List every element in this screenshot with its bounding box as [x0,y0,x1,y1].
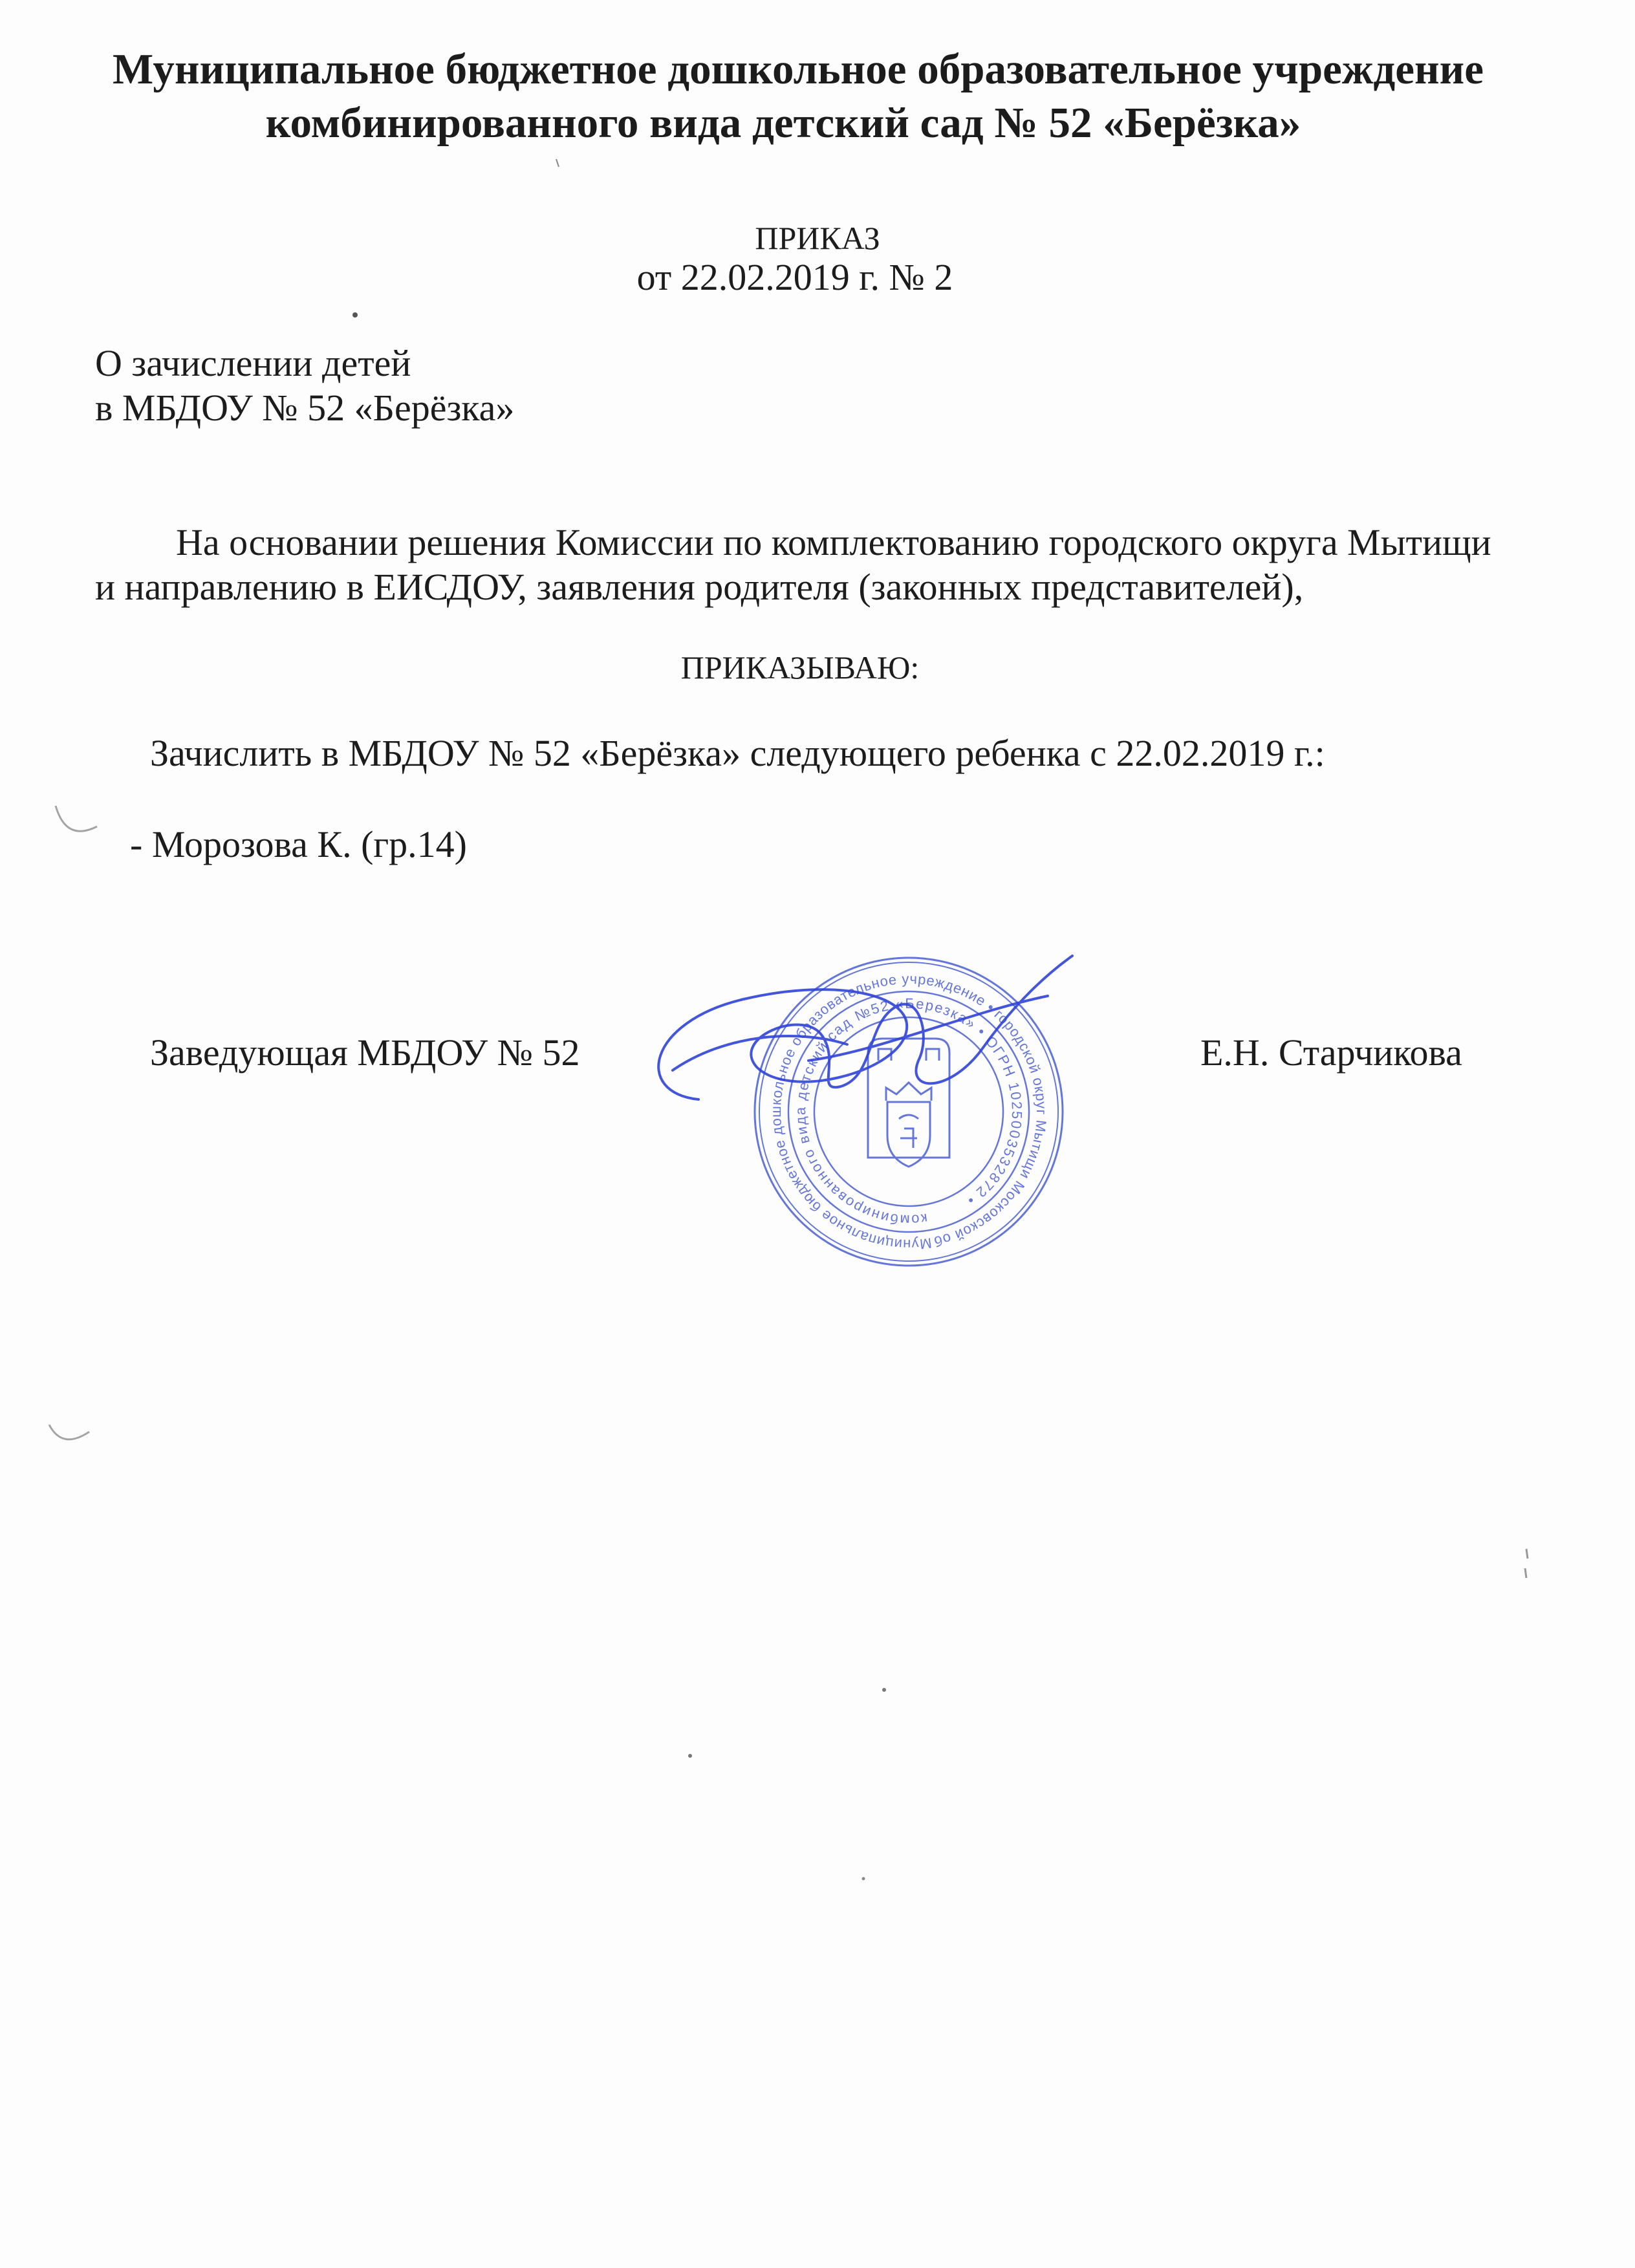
enrollment-statement: Зачислить в МБДОУ № 52 «Берёзка» следующего ребенка с 22.02.2019 г.: [150,732,1325,774]
seal-inner-text: комбинированного вида детский сад №52 «Березка» • ОГРН 1025003532872 • [792,995,1026,1229]
scan-speck [352,312,358,318]
organization-name-line2: комбинированного вида детский сад № 52 «Берёзка» [265,99,1301,147]
punch-hole-mark [56,806,97,831]
organization-name-line1: Муниципальное бюджетное дошкольное образовательное учреждение [113,45,1484,93]
signatory-name: Е.Н. Старчикова [1200,1031,1462,1074]
seal-emblem [868,1039,949,1167]
order-title: ПРИКАЗ [755,220,880,256]
directive-heading: ПРИКАЗЫВАЮ: [680,649,920,686]
scan-speck [556,159,559,167]
seal-inner-lettering [774,977,1043,1246]
emblem-towers [878,1049,939,1061]
scan-speck [688,1754,692,1758]
handwritten-signature [658,956,1072,1099]
punch-hole-mark [49,1425,89,1440]
signatory-position: Заведующая МБДОУ № 52 [150,1031,580,1074]
emblem-crown [886,1083,931,1101]
scan-speck [1525,1549,1528,1578]
basis-paragraph-line1: На основании решения Комиссии по комплектованию городского округа Мытищи [176,521,1491,563]
seal-inner-ring [799,1002,1018,1221]
order-subject-line1: О зачислении детей [95,342,411,384]
seal-outer-ring-inner-line [735,938,1081,1284]
seal-outer-lettering [745,948,1072,1275]
seal-outer-text: Муниципальное бюджетное дошкольное образовательное учреждение • городской округ Мытищи Московской области • [767,970,1050,1253]
scan-speck [862,1877,865,1881]
emblem-shield [887,1102,930,1167]
order-subject-line2: в МБДОУ № 52 «Берёзка» [95,387,515,429]
basis-paragraph-line2: и направлению в ЕИСДОУ, заявления родителя (законных представителей), [95,566,1304,608]
order-date-number: от 22.02.2019 г. № 2 [636,256,953,298]
scan-speck [882,1688,886,1692]
seal-outer-ring [730,933,1087,1290]
emblem-figure [899,1115,918,1148]
official-seal [730,933,1087,1290]
emblem-frame [868,1039,949,1158]
enrolled-child-item: - Морозова К. (гр.14) [130,823,467,865]
seal-middle-ring [770,973,1048,1251]
